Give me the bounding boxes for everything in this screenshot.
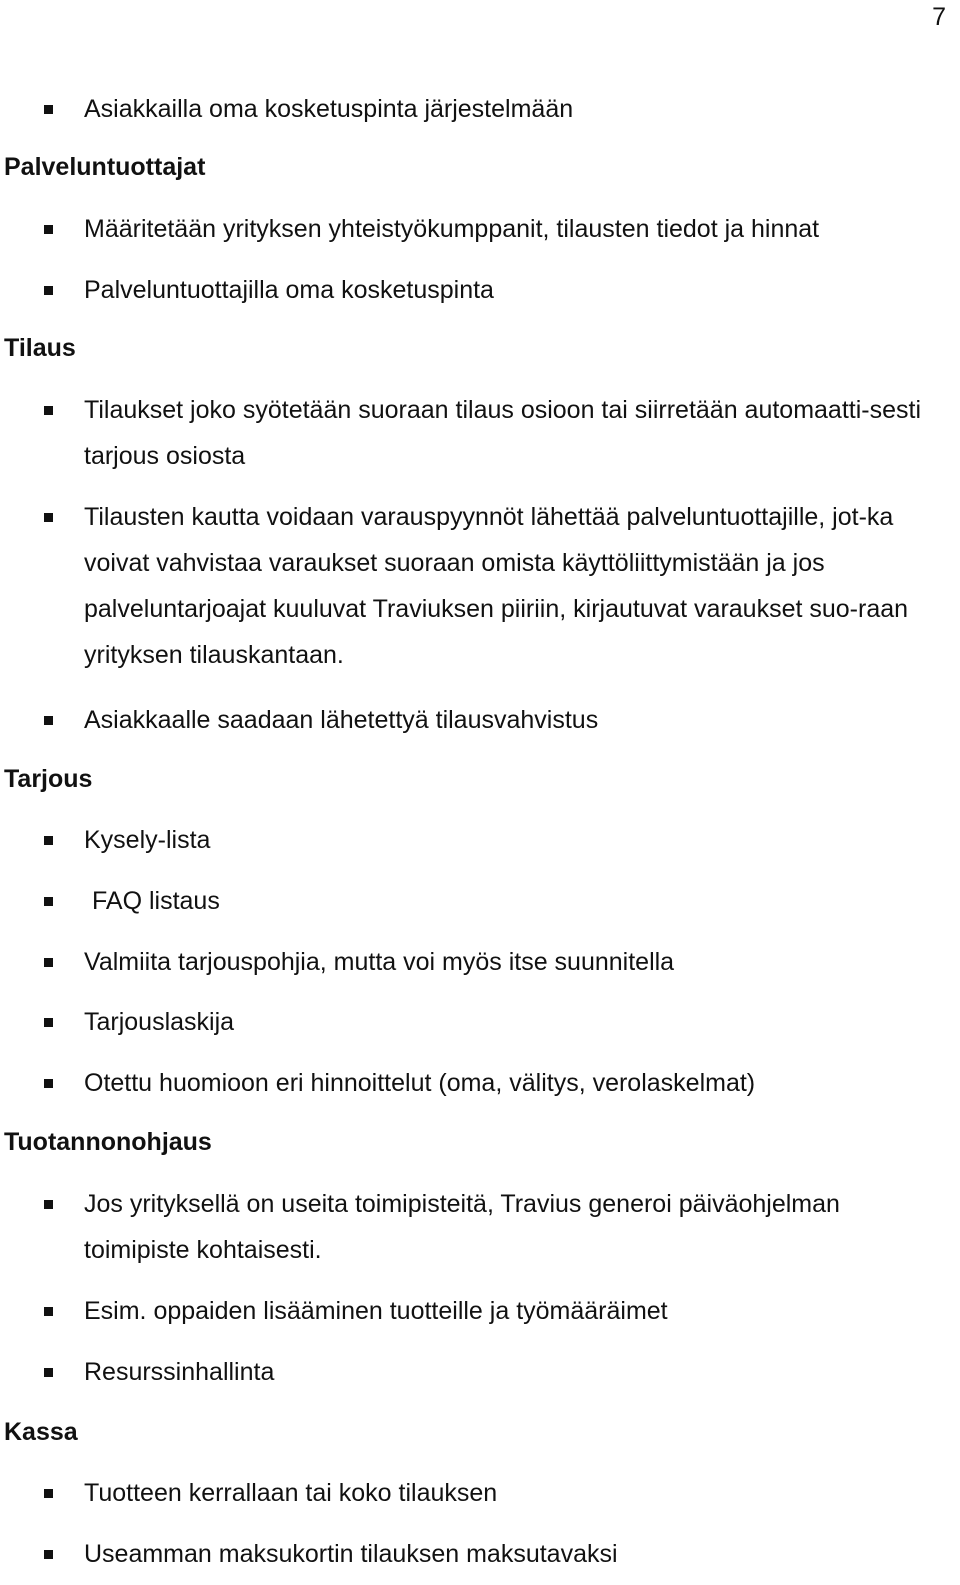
list-item-text: Tilausten kautta voidaan varauspyynnöt lähettää palveluntuottajille, jot-ka voivat vahvistaa varaukset suoraan omista käyttöliittymistään ja jos palveluntarjoajat kuuluvat Traviuksen piiriin, kirjautuvat varaukset suo-raan yrityksen tilauskantaan. bbox=[84, 503, 909, 669]
square-bullet-icon bbox=[44, 716, 53, 725]
square-bullet-icon bbox=[44, 105, 53, 114]
square-bullet-icon bbox=[44, 1489, 53, 1498]
list-item-text: Tarjouslaskija bbox=[84, 1008, 235, 1036]
square-bullet-icon bbox=[44, 1200, 53, 1209]
section-heading-palveluntuottajat: Palveluntuottajat bbox=[4, 153, 206, 181]
list-item-text: Kysely-lista bbox=[84, 826, 211, 854]
page-number: 7 bbox=[932, 3, 946, 31]
section-heading-tuotannonohjaus: Tuotannonohjaus bbox=[4, 1128, 212, 1156]
square-bullet-icon bbox=[44, 958, 53, 967]
list-item-text: Valmiita tarjouspohjia, mutta voi myös itse suunnitella bbox=[84, 948, 675, 976]
square-bullet-icon bbox=[44, 286, 53, 295]
list-item-text: Asiakkaalle saadaan lähetettyä tilausvahvistus bbox=[84, 706, 599, 734]
list-item-text: Asiakkailla oma kosketuspinta järjestelmään bbox=[84, 95, 574, 123]
list-item-text: FAQ listaus bbox=[92, 887, 220, 915]
list-item-text: Tilaukset joko syötetään suoraan tilaus osioon tai siirretään automaatti-sesti tarjous osiosta bbox=[84, 396, 922, 470]
list-item-text: Palveluntuottajilla oma kosketuspinta bbox=[84, 276, 494, 304]
list-item-text: Määritetään yrityksen yhteistyökumppanit, tilausten tiedot ja hinnat bbox=[84, 215, 820, 243]
square-bullet-icon bbox=[44, 897, 53, 906]
square-bullet-icon bbox=[44, 1307, 53, 1316]
list-item-text: Jos yrityksellä on useita toimipisteitä, Travius generoi päiväohjelman toimipiste kohtaisesti. bbox=[84, 1190, 840, 1264]
square-bullet-icon bbox=[44, 225, 53, 234]
square-bullet-icon bbox=[44, 1368, 53, 1377]
list-item-text: Otettu huomioon eri hinnoittelut (oma, välitys, verolaskelmat) bbox=[84, 1069, 756, 1097]
list-item-text: Tuotteen kerrallaan tai koko tilauksen bbox=[84, 1479, 498, 1507]
square-bullet-icon bbox=[44, 1018, 53, 1027]
section-heading-tilaus: Tilaus bbox=[4, 334, 76, 362]
square-bullet-icon bbox=[44, 1550, 53, 1559]
square-bullet-icon bbox=[44, 1079, 53, 1088]
list-item-text: Resurssinhallinta bbox=[84, 1358, 275, 1386]
square-bullet-icon bbox=[44, 513, 53, 522]
square-bullet-icon bbox=[44, 836, 53, 845]
list-item-text: Esim. oppaiden lisääminen tuotteille ja työmääräimet bbox=[84, 1297, 668, 1325]
square-bullet-icon bbox=[44, 406, 53, 415]
list-item-text: Useamman maksukortin tilauksen maksutavaksi bbox=[84, 1540, 618, 1568]
section-heading-kassa: Kassa bbox=[4, 1418, 78, 1446]
section-heading-tarjous: Tarjous bbox=[4, 765, 93, 793]
